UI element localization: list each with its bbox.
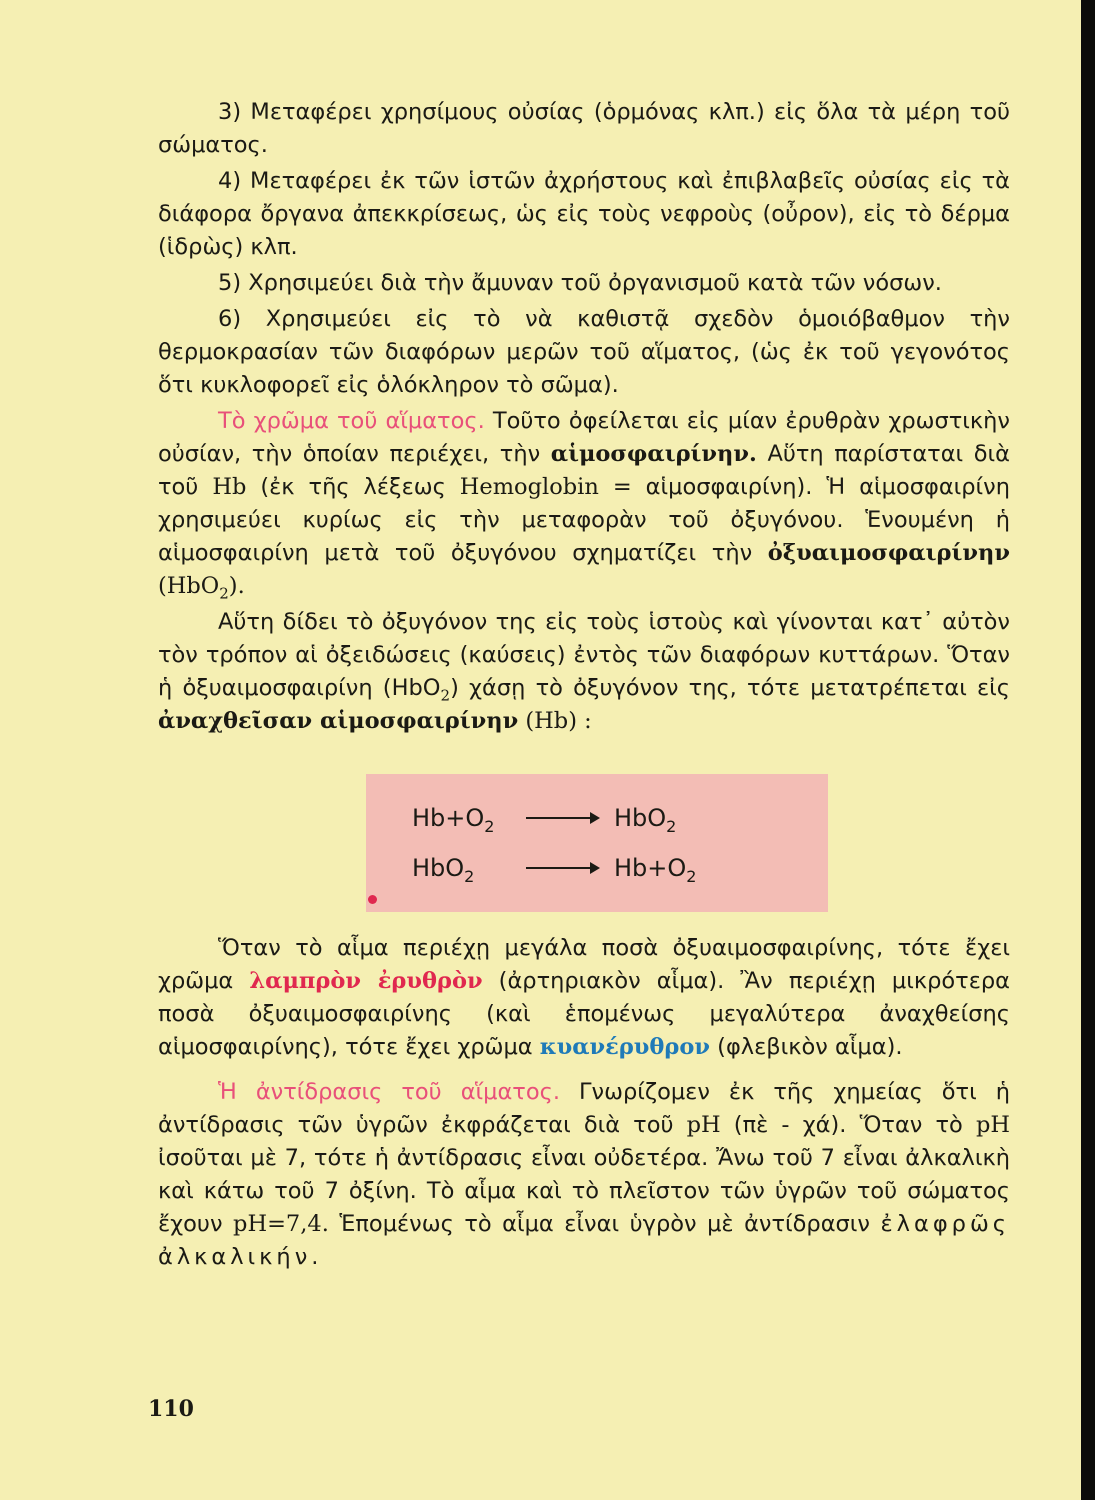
eq2-rhs: Hb+O	[614, 854, 687, 882]
term-hemoglobin: αἱμοσφαιρίνην.	[550, 441, 757, 467]
paragraph-blood-quantity	[158, 932, 1010, 1064]
eq2-lhs: HbO	[412, 854, 465, 882]
heading-blood-reaction: Ἡ ἀντίδρασις τοῦ αἵματος.	[218, 1079, 560, 1105]
eq1-lhs: Hb+O	[412, 804, 485, 832]
paragraph-item-4: 4) Μεταφέρει ἐκ τῶν ἱστῶν ἀχρήστους καὶ ἐπιβλαβεῖς οὐσίας εἰς τὰ διάφορα ὄργανα ἀπεκκρίσεως, ὡς εἰς τοὺς νεφροὺς (οὖρον), εἰς τὸ δέρμα (ἱδρὼς) κλπ.	[158, 168, 1010, 260]
subscript: 2	[666, 816, 677, 836]
symbol-hb: Hb	[212, 474, 247, 500]
equation-box	[366, 774, 828, 912]
arrow-right-icon	[526, 867, 598, 869]
subscript: 2	[219, 584, 229, 603]
text-run: Αὕτη παρίσταται διὰ τοῦ	[158, 441, 1010, 500]
page-text	[158, 96, 1010, 1274]
value-ph: pH=7,4.	[233, 1211, 329, 1237]
text-run: ).	[228, 573, 245, 599]
paragraph-blood-color	[158, 405, 1010, 603]
paragraph-blood-reaction	[158, 1076, 1010, 1274]
scan-edge	[1081, 0, 1095, 1500]
text-run: = αἱμοσφαιρίνη). Ἡ αἱμοσφαιρίνη χρησιμεύει κυρίως εἰς τὴν μεταφορὰν τοῦ ὀξυγόνου. Ἑνουμένη ἡ αἱμοσφαιρίνη μετὰ τοῦ ὀξυγόνου σχηματίζει τὴν	[158, 474, 1010, 566]
text-run: Ἑπομένως τὸ αἷμα εἶναι ὑγρὸν μὲ ἀντίδρασιν	[328, 1211, 881, 1237]
subscript: 2	[686, 866, 697, 886]
paragraph-item-3: 3) Μεταφέρει χρησίμους οὐσίας (ὁρμόνας κλπ.) εἰς ὅλα τὰ μέρη τοῦ σώματος.	[158, 99, 1010, 158]
term-bright-red: λαμπρὸν ἐρυθρὸν	[249, 968, 483, 994]
subscript: 2	[440, 686, 451, 705]
word-hemoglobin: Hemoglobin	[459, 474, 599, 500]
text-run: Ὅταν τὸ αἷμα περιέχῃ μεγάλα ποσὰ ὀξυαιμοσφαιρίνης, τότε ἔχει χρῶμα	[158, 935, 1010, 994]
equation-oxygenation	[412, 804, 677, 836]
heading-blood-color: Τὸ χρῶμα τοῦ αἵματος.	[218, 408, 485, 434]
text-run: ἰσοῦται μὲ 7, τότε ἡ ἀντίδρασις εἶναι οὐδετέρα. Ἄνω τοῦ 7 εἶναι ἀλκαλικὴ καὶ κάτω τοῦ 7 ὀξίνη. Τὸ αἷμα καὶ τὸ πλεῖστον τῶν ὑγρῶν τοῦ σώματος ἔχουν	[158, 1145, 1010, 1237]
paragraph-item-5: 5) Χρησιμεύει διὰ τὴν ἄμυναν τοῦ ὀργανισμοῦ κατὰ τῶν νόσων.	[218, 270, 942, 296]
text-run: (φλεβικὸν αἷμα).	[710, 1034, 903, 1060]
term-slightly-alkaline: ἐλαφρῶς ἀλκαλικήν.	[158, 1211, 1010, 1270]
equation-deoxygenation	[412, 854, 697, 886]
page-number: 110	[148, 1396, 194, 1422]
text-run: Τοῦτο ὀφείλεται εἰς μίαν ἐρυθρὰν χρωστικὴν οὐσίαν, τὴν ὁποίαν περιέχει, τὴν	[158, 408, 1010, 467]
text-run: (πὲ - χά). Ὅταν τὸ	[720, 1112, 976, 1138]
text-run: (ἐκ τῆς λέξεως	[246, 474, 460, 500]
text-run: (Hb) :	[518, 708, 592, 734]
bullet-dot-icon	[368, 895, 377, 904]
text-run: ) χάσῃ τὸ ὀξυγόνον της, τότε μετατρέπεται εἰς	[450, 675, 1011, 701]
subscript: 2	[464, 866, 475, 886]
paragraph-oxygen-release	[158, 606, 1010, 738]
symbol-ph: pH	[975, 1112, 1010, 1138]
text-run: Γνωρίζομεν ἐκ τῆς χημείας ὅτι ἡ ἀντίδρασις τῶν ὑγρῶν ἐκφράζεται διὰ τοῦ	[158, 1079, 1011, 1138]
paragraph-item-6: 6) Χρησιμεύει εἰς τὸ νὰ καθιστᾷ σχεδὸν ὁμοιόβαθμον τὴν θερμοκρασίαν τῶν διαφόρων μερῶν τοῦ αἵματος, (ὡς ἐκ τοῦ γεγονότος ὅτι κυκλοφορεῖ εἰς ὁλόκληρον τὸ σῶμα).	[158, 306, 1010, 398]
term-oxyhemoglobin: ὀξυαιμοσφαιρίνην	[767, 540, 1010, 566]
eq1-rhs: HbO	[614, 804, 667, 832]
arrow-right-icon	[526, 817, 598, 819]
text-run: Αὕτη δίδει τὸ ὀξυγόνον της εἰς τοὺς ἱστοὺς καὶ γίνονται κατ᾽ αὐτὸν τὸν τρόπον αἱ ὀξειδώσεις (καύσεις) ἐντὸς τῶν διαφόρων κυττάρων. Ὅταν ἡ ὀξυαιμοσφαιρίνη (HbO	[158, 609, 1010, 701]
formula-hbo2: (HbO	[158, 573, 220, 599]
equation-figure	[158, 760, 1010, 912]
term-cyan-red: κυανέρυθρον	[539, 1034, 711, 1060]
text-run: (ἀρτηριακὸν αἷμα). Ἂν περιέχῃ μικρότερα ποσὰ ὀξυαιμοσφαιρίνης (καὶ ἑπομένως μεγαλύτερα ἀναχθείσης αἱμοσφαιρίνης), τότε ἔχει χρῶμα	[158, 968, 1010, 1060]
subscript: 2	[484, 816, 495, 836]
term-reduced-hemoglobin: ἀναχθεῖσαν αἱμοσφαιρίνην	[158, 708, 519, 734]
symbol-ph: pH	[686, 1112, 721, 1138]
